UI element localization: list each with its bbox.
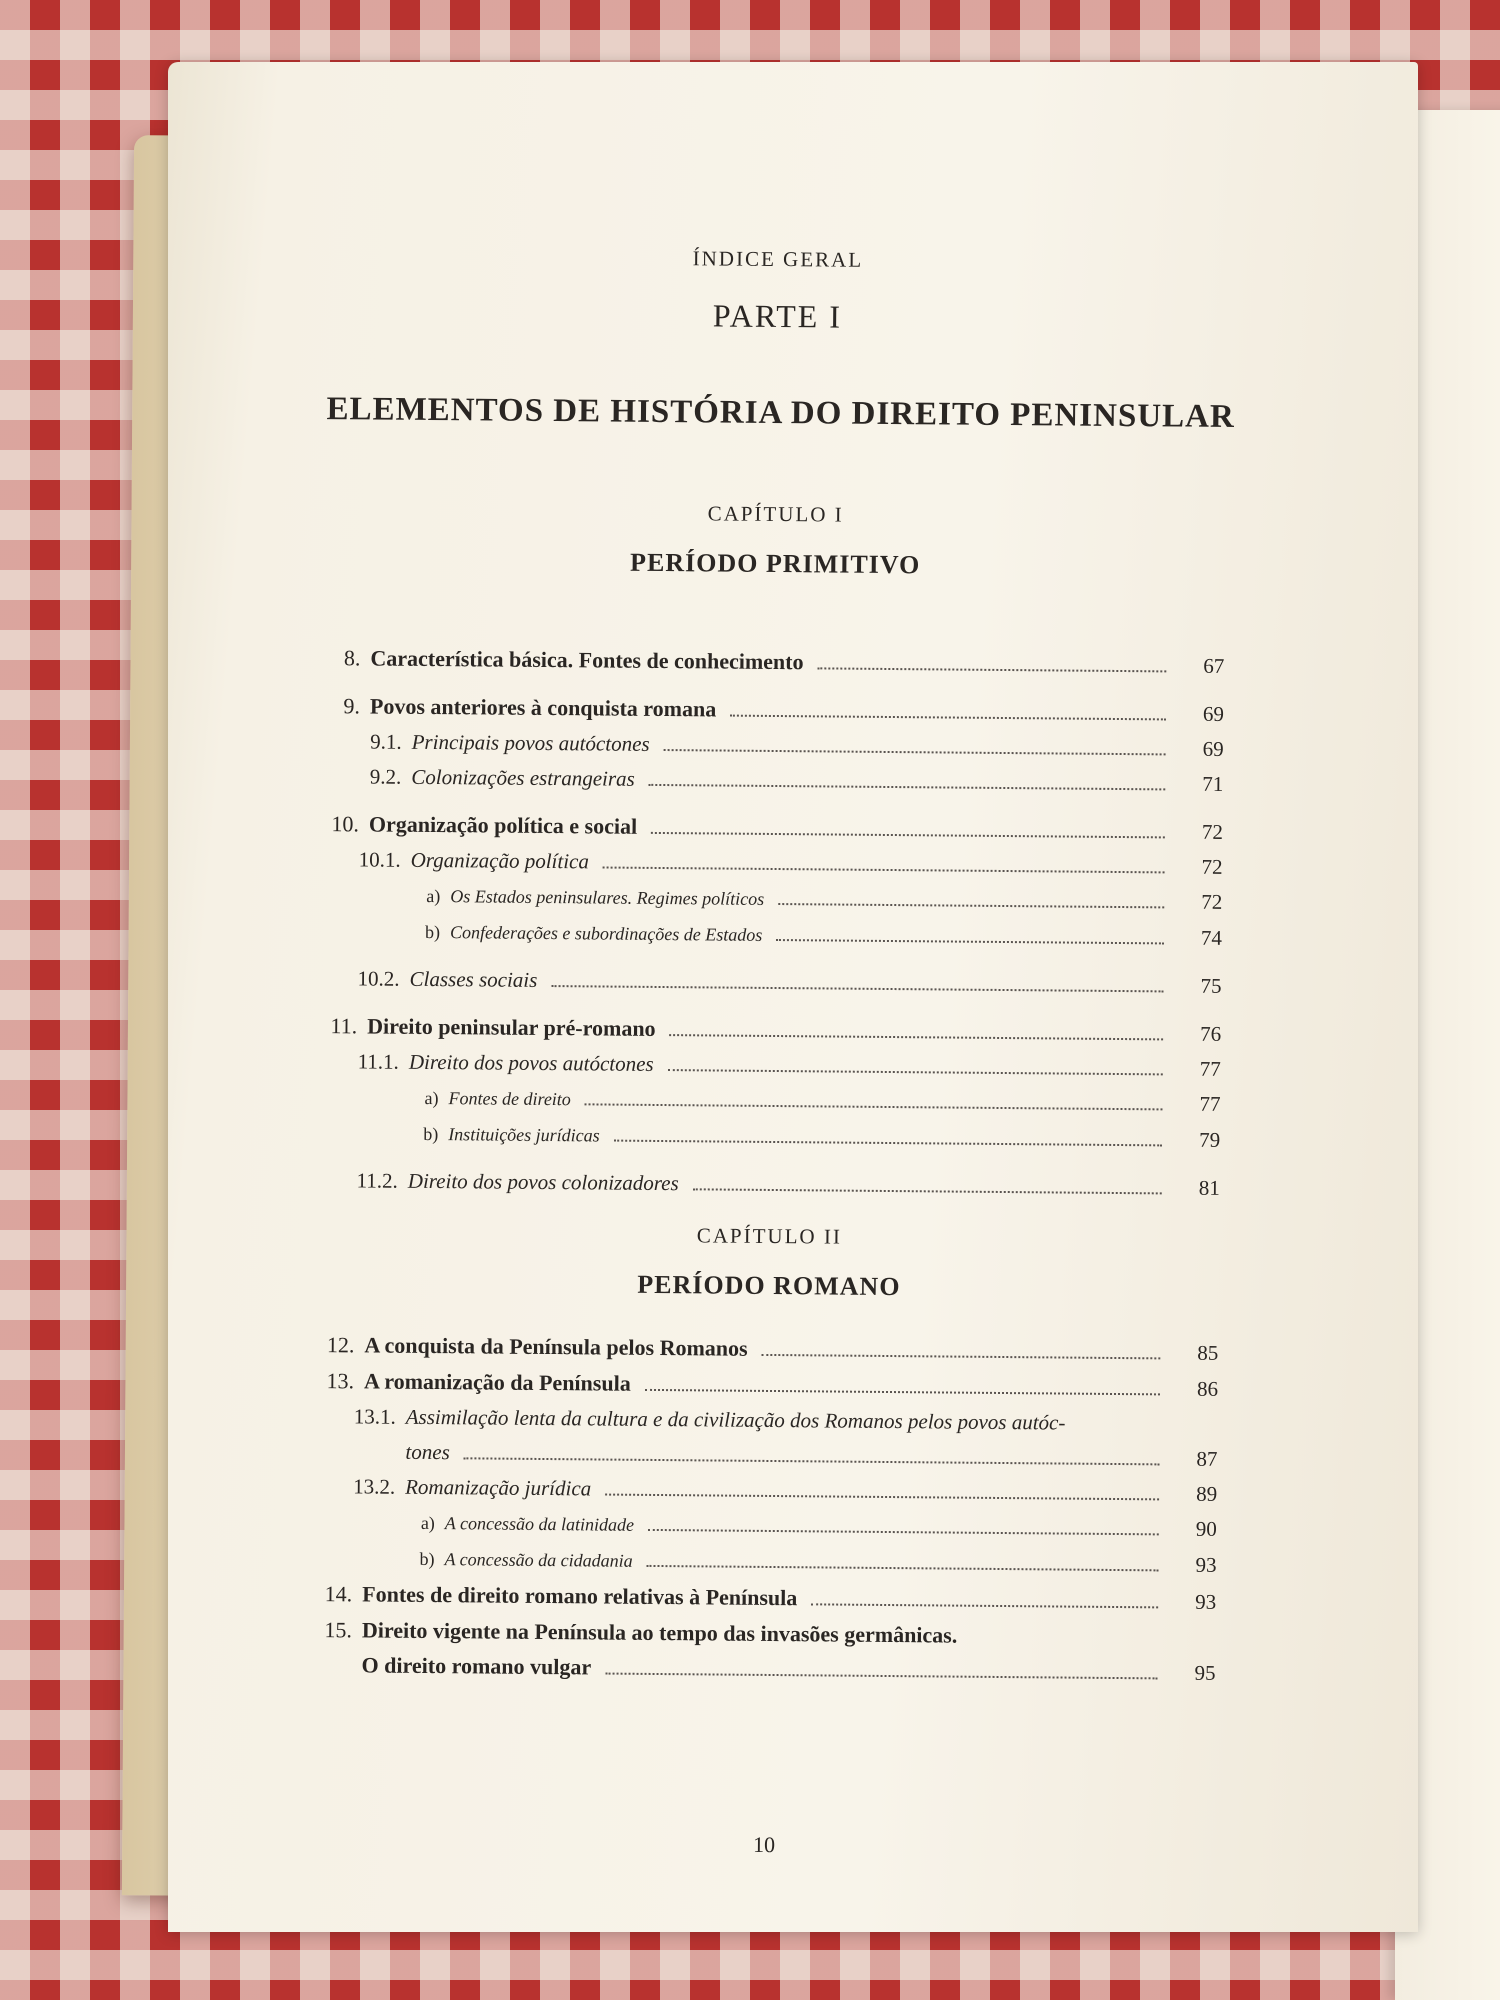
- entry-number: 11.: [330, 1013, 358, 1039]
- entry-number: 13.1.: [353, 1404, 396, 1429]
- entry-page: 69: [1202, 701, 1225, 726]
- book-page: [168, 62, 1418, 1932]
- dot-leader: [585, 1103, 1163, 1110]
- entry-number: 15.: [324, 1617, 353, 1643]
- entry-page: 74: [1200, 925, 1223, 950]
- entry-page: 72: [1201, 889, 1223, 914]
- entry-label: Direito peninsular pré-romano: [367, 1013, 656, 1041]
- chapter-2-title: PERÍODO ROMANO: [637, 1269, 901, 1302]
- entry-page: 69: [1202, 736, 1224, 761]
- entry-number: 11.2.: [356, 1168, 398, 1193]
- entry-page: 85: [1197, 1340, 1219, 1365]
- part-title: ELEMENTOS DE HISTÓRIA DO DIREITO PENINSULAR: [326, 391, 1235, 435]
- dot-leader: [762, 1354, 1161, 1359]
- entry-page: 75: [1200, 973, 1222, 998]
- entry-number-spacer: [317, 1458, 395, 1459]
- dot-leader: [647, 1565, 1159, 1571]
- dot-leader: [670, 1034, 1164, 1040]
- entry-number: b): [419, 1548, 435, 1570]
- entry-page: 93: [1195, 1552, 1217, 1577]
- entry-label: A concessão da cidadania: [444, 1549, 633, 1571]
- entry-label: Direito dos povos autóctones: [408, 1049, 654, 1076]
- entry-label: Os Estados peninsulares. Regimes políticos: [450, 886, 765, 909]
- entry-label: tones: [405, 1439, 450, 1465]
- entry-label: A concessão da latinidade: [444, 1513, 635, 1535]
- entry-page: 86: [1196, 1376, 1219, 1401]
- entry-page: 72: [1201, 819, 1224, 844]
- entry-page: 77: [1199, 1056, 1221, 1081]
- entry-number: 13.: [326, 1368, 355, 1394]
- entry-label: Classes sociais: [409, 966, 538, 992]
- entry-number: 9.2.: [369, 764, 402, 789]
- entry-label: Colonizações estrangeiras: [411, 764, 635, 791]
- chapter-1-label: CAPÍTULO I: [707, 501, 844, 527]
- toc-entry: [320, 1115, 1220, 1159]
- entry-number: 12.: [326, 1332, 355, 1358]
- toc-entry: [321, 961, 1221, 1004]
- dot-leader: [464, 1457, 1160, 1465]
- entry-number: 9.1.: [370, 729, 402, 754]
- entry-page: 90: [1195, 1516, 1217, 1541]
- dot-leader: [605, 1673, 1157, 1680]
- entry-number: a): [426, 885, 441, 907]
- entry-number: 10.2.: [357, 966, 400, 991]
- index-label: ÍNDICE GERAL: [692, 246, 864, 272]
- entry-label: A conquista da Península pelos Romanos: [364, 1332, 748, 1361]
- dot-leader: [818, 667, 1167, 672]
- entry-page: 81: [1198, 1175, 1220, 1200]
- entry-page: 95: [1194, 1660, 1216, 1685]
- dot-leader: [649, 784, 1166, 791]
- dot-leader: [668, 1069, 1163, 1075]
- dot-leader: [730, 715, 1166, 721]
- toc-entry: [323, 759, 1223, 802]
- entry-number: 14.: [324, 1581, 353, 1607]
- entry-page: 77: [1199, 1091, 1221, 1116]
- dot-leader: [664, 749, 1166, 755]
- entry-page: 72: [1201, 854, 1223, 879]
- entry-label: Fontes de direito romano relativas à Península: [362, 1581, 798, 1611]
- toc-entry: [322, 913, 1222, 957]
- dot-leader: [811, 1603, 1158, 1608]
- entry-page: 76: [1200, 1021, 1222, 1046]
- entry-label: Organização política: [410, 847, 590, 874]
- table-of-contents: [315, 243, 1235, 1858]
- entry-page: 71: [1202, 771, 1224, 796]
- dot-leader: [605, 1494, 1159, 1501]
- dot-leader: [778, 903, 1164, 908]
- entry-number: b): [424, 921, 441, 943]
- dot-leader: [603, 866, 1165, 873]
- dot-leader: [693, 1188, 1162, 1194]
- entry-label: Direito dos povos colonizadores: [407, 1168, 679, 1196]
- chapter-1-title: PERÍODO PRIMITIVO: [630, 547, 921, 580]
- chapter-2-label: CAPÍTULO II: [696, 1223, 843, 1249]
- entry-number: a): [420, 1512, 435, 1534]
- part-heading: PARTE I: [712, 297, 843, 335]
- entry-label: Instituições jurídicas: [448, 1124, 600, 1146]
- entry-page: 93: [1195, 1589, 1217, 1614]
- toc-entry: [324, 640, 1224, 684]
- entry-label: A romanização da Península: [363, 1368, 631, 1396]
- entry-number: 10.: [331, 811, 360, 837]
- entry-number: 9.: [343, 693, 361, 719]
- toc-entry: [320, 1163, 1220, 1206]
- dot-leader: [651, 832, 1165, 838]
- entry-number: 8.: [343, 645, 361, 671]
- entry-label: Fontes de direito: [448, 1088, 571, 1110]
- dot-leader: [614, 1140, 1162, 1147]
- entry-number: 13.2.: [353, 1474, 396, 1499]
- entry-number: a): [424, 1087, 439, 1109]
- entry-label: O direito romano vulgar: [361, 1652, 592, 1680]
- entry-label: Romanização jurídica: [405, 1474, 592, 1501]
- entry-number: 11.1.: [357, 1049, 399, 1074]
- entry-label: Principais povos autóctones: [411, 729, 650, 756]
- dot-leader: [648, 1529, 1159, 1535]
- entry-label: Confederações e subordinações de Estados: [449, 922, 763, 945]
- entry-page: 67: [1203, 653, 1225, 678]
- page-number: 10: [752, 1831, 776, 1858]
- entry-label: Característica básica. Fontes de conhecimento: [370, 645, 804, 675]
- dot-leader: [776, 939, 1164, 944]
- entry-page: 89: [1196, 1481, 1218, 1506]
- entry-page: 87: [1196, 1446, 1218, 1471]
- entry-label: Povos anteriores à conquista romana: [369, 693, 717, 722]
- entry-number: 10.1.: [358, 847, 401, 872]
- toc-entry: [315, 1647, 1215, 1691]
- entry-number: b): [423, 1123, 439, 1145]
- dot-leader: [551, 985, 1163, 992]
- dot-leader: [645, 1389, 1160, 1395]
- entry-label-line1: Direito vigente na Península ao tempo das invasões germânicas.: [361, 1617, 958, 1648]
- entry-label: Organização política e social: [368, 811, 638, 839]
- entry-label-line1: Assimilação lenta da cultura e da civilização dos Romanos pelos povos autóc-: [405, 1404, 1066, 1435]
- entry-page: 79: [1199, 1127, 1221, 1152]
